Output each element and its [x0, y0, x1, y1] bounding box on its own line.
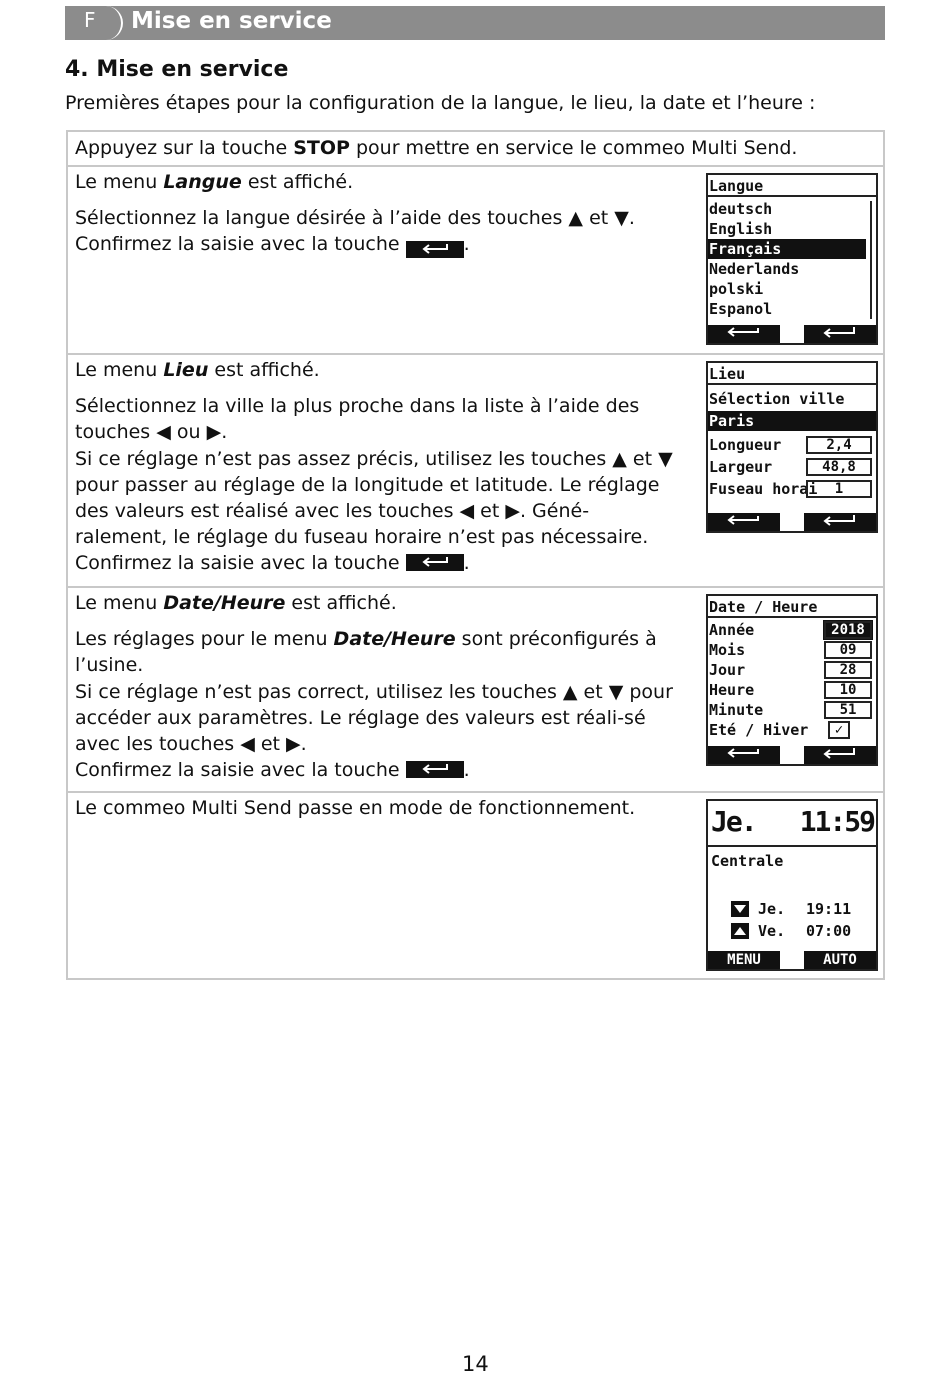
instruction-text: Sélectionnez la langue désirée à l’aide des touches ▲ et ▼.	[75, 207, 635, 230]
lcd-mode: Centrale	[711, 852, 784, 870]
text-fragment: .	[463, 759, 470, 782]
field-label: Longueur	[709, 436, 782, 454]
field-label: Jour	[709, 661, 746, 679]
lcd-list-item: Nederlands	[709, 260, 800, 278]
step-row-lieu	[68, 355, 883, 588]
enter-key-icon	[406, 241, 464, 258]
scrollbar-track	[870, 201, 873, 319]
text-fragment: Appuyez sur la touche	[75, 137, 294, 159]
field-value: 09	[824, 641, 872, 659]
lcd-subtitle: Sélection ville	[709, 390, 845, 408]
lcd-field	[708, 700, 876, 720]
lcd-field	[708, 457, 876, 477]
field-label: Eté / Hiver	[709, 721, 809, 739]
back-button	[708, 325, 780, 343]
text-fragment: Les réglages pour le menu	[75, 628, 334, 651]
menu-name: Date/Heure	[333, 628, 456, 651]
lcd-list-item-selected: Français	[708, 239, 866, 259]
lcd-city-selected: Paris	[708, 411, 876, 431]
enter-arrow-icon	[820, 513, 860, 527]
lcd-list-item: polski	[709, 280, 764, 298]
step-text	[75, 590, 680, 783]
instruction-text: Sélectionnez la ville la plus proche dans la liste à l’aide des touches ◀ ou ▶.	[75, 395, 640, 444]
text-fragment: .	[463, 233, 470, 256]
step-row-fonctionnement	[68, 793, 883, 978]
instruction-text: Si ce réglage n’est pas assez précis, utilisez les touches ▲ et ▼ pour passer au réglage de la longitude et latitude. Le réglage des valeurs est réalisé avec les touches ◀ et ▶. Géné-ralement, le réglage du fuseau horaire n’est pas nécessaire.	[75, 447, 673, 549]
field-value: 51	[824, 701, 872, 719]
shutter-down-icon	[731, 901, 749, 917]
instruction-text: Confirmez la saisie avec la touche	[75, 552, 406, 575]
lcd-field	[708, 720, 876, 740]
instruction-text: Si ce réglage n’est pas correct, utilisez les touches ▲ et ▼ pour accéder aux paramètres. Le réglage des valeurs est réali-sé avec les touches ◀ et ▶.	[75, 680, 673, 756]
checkbox-checked-icon: ✓	[828, 721, 850, 739]
lcd-next-event	[730, 921, 870, 941]
enter-button	[804, 746, 876, 764]
lcd-home-header	[708, 801, 876, 847]
lcd-title: Langue	[708, 175, 876, 197]
field-value: 1	[806, 480, 872, 498]
lcd-title: Date / Heure	[708, 596, 876, 618]
lcd-screen-home	[706, 799, 878, 971]
field-value: 28	[824, 661, 872, 679]
text-fragment: est affiché.	[241, 171, 354, 193]
menu-button: MENU	[708, 951, 780, 969]
shutter-up-icon	[731, 923, 749, 939]
text-fragment: .	[463, 552, 470, 575]
step-text: Le commeo Multi Send passe en mode de fonctionnement.	[75, 797, 636, 819]
step-text	[75, 135, 875, 161]
enter-arrow-icon	[820, 746, 860, 760]
step-row-stop	[68, 132, 883, 167]
stop-key-label: STOP	[293, 137, 350, 159]
enter-button	[804, 513, 876, 531]
field-value: 48,8	[806, 458, 872, 476]
page-number: 14	[462, 1352, 489, 1376]
lcd-screen-langue	[706, 173, 878, 345]
lcd-field	[708, 640, 876, 660]
lcd-field	[708, 435, 876, 455]
text-fragment: Le menu	[75, 592, 164, 614]
instruction-text: Confirmez la saisie avec la touche	[75, 759, 406, 782]
field-value: 2018	[824, 621, 872, 639]
instruction-text: Confirmez la saisie avec la touche	[75, 233, 406, 256]
header-title: Mise en service	[131, 8, 332, 34]
enter-button	[804, 325, 876, 343]
menu-name: Lieu	[163, 359, 209, 381]
step-row-date-heure	[68, 588, 883, 793]
text-fragment: Le menu	[75, 359, 164, 381]
enter-key-icon	[406, 761, 464, 778]
back-button	[708, 746, 780, 764]
step-text	[75, 357, 680, 577]
lcd-title: Lieu	[708, 363, 876, 385]
event-day: Je.	[758, 900, 786, 918]
text-fragment: est affiché.	[285, 592, 397, 614]
lcd-time: 11:59	[799, 805, 874, 838]
field-label: Minute	[709, 701, 764, 719]
back-arrow-icon	[724, 746, 764, 760]
lcd-field	[708, 660, 876, 680]
back-arrow-icon	[724, 325, 764, 339]
enter-key-icon	[406, 554, 464, 571]
event-day: Ve.	[758, 922, 786, 940]
lcd-list-item: deutsch	[709, 200, 773, 218]
field-label: Fuseau horai	[709, 480, 818, 498]
enter-arrow-icon	[820, 325, 860, 339]
text-fragment: pour mettre en service le commeo Multi Send.	[349, 137, 798, 159]
lcd-field	[708, 620, 876, 640]
field-value: 2,4	[806, 436, 872, 454]
text-fragment: sont préconfigurés à l’usine.	[75, 628, 657, 677]
field-label: Largeur	[709, 458, 773, 476]
field-value: 10	[824, 681, 872, 699]
lcd-field	[708, 479, 876, 499]
lcd-field	[708, 680, 876, 700]
back-button	[708, 513, 780, 531]
step-row-langue	[68, 167, 883, 355]
field-label: Année	[709, 621, 755, 639]
lcd-list-item: English	[709, 220, 773, 238]
lcd-list-item: Espanol	[709, 300, 773, 318]
section-title: 4. Mise en service	[65, 57, 289, 82]
lcd-next-event	[730, 899, 870, 919]
field-label: Heure	[709, 681, 755, 699]
lcd-screen-date-heure	[706, 594, 878, 766]
auto-button: AUTO	[804, 951, 876, 969]
lcd-screen-lieu	[706, 361, 878, 533]
lcd-day: Je.	[711, 805, 756, 838]
steps-table	[66, 130, 885, 980]
language-tab-letter: F	[84, 8, 96, 32]
step-text	[75, 169, 680, 258]
event-time: 19:11	[806, 900, 852, 918]
menu-name: Date/Heure	[163, 592, 286, 614]
menu-name: Langue	[163, 171, 242, 193]
intro-text: Premières étapes pour la configuration de la langue, le lieu, la date et l’heure :	[65, 92, 816, 114]
back-arrow-icon	[724, 513, 764, 527]
field-label: Mois	[709, 641, 746, 659]
text-fragment: Le menu	[75, 171, 164, 193]
event-time: 07:00	[806, 922, 852, 940]
text-fragment: est affiché.	[208, 359, 320, 381]
